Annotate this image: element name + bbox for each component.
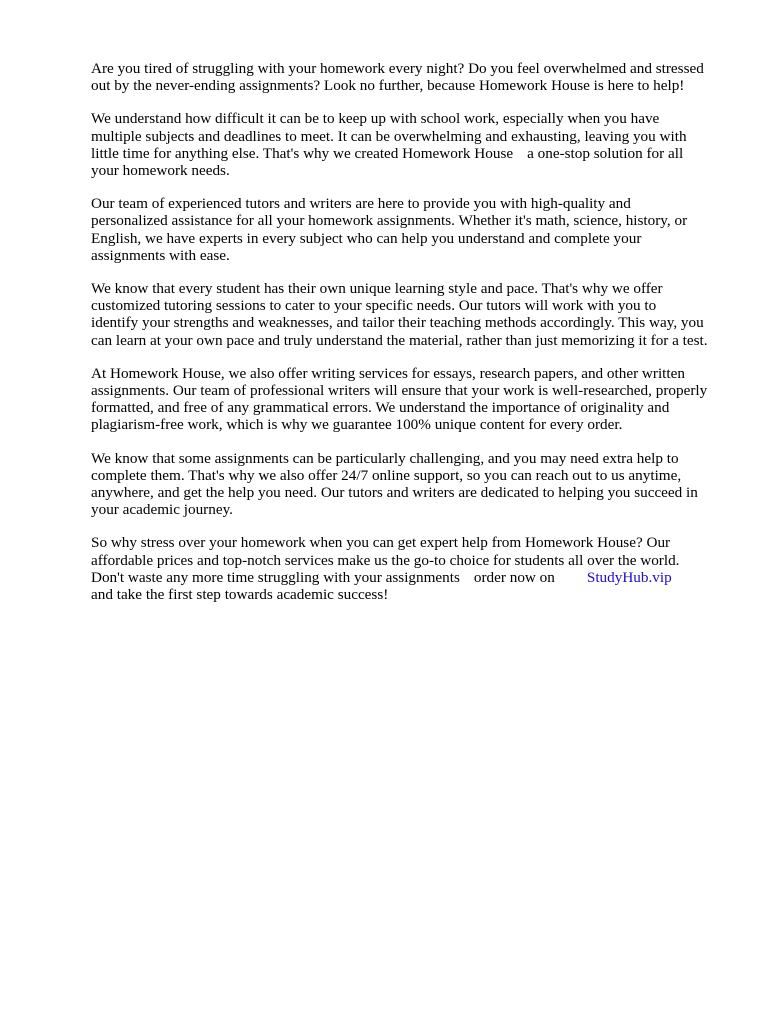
paragraph-closing [91, 534, 731, 603]
paragraph-intro: Are you tired of struggling with your homework every night? Do you feel overwhelmed and stressed out by the never-ending assignments? Look no further, because Homework House is here to help! [91, 60, 704, 95]
paragraph-team: Our team of experienced tutors and writers are here to provide you with high-quality and personalized assistance for all your homework assignments. Whether it's math, science, history, or English, we have experts in every subject who can help you understand and complete your assignments with ease. [91, 195, 688, 264]
document-page [91, 60, 731, 619]
paragraph-closing-tail: and take the first step towards academic success! [91, 586, 389, 604]
paragraph-about-text: We understand how difficult it can be to keep up with school work, especially when you have multiple subjects and deadlines to meet. It can be overwhelming and exhausting, leaving you with little time for anything else. That's why we created Homework House [91, 110, 687, 162]
paragraph-writing-services: At Homework House, we also offer writing services for essays, research papers, and other written assignments. Our team of professional writers will ensure that your work is well-researched, properly formatted, and free of any grammatical errors. We understand the importance of originality and plagiarism-free work, which is why we guarantee 100% unique content for every order. [91, 364, 708, 434]
paragraph-about [91, 110, 731, 179]
paragraph-support: We know that some assignments can be particularly challenging, and you may need extra help to complete them. That's why we also offer 24/7 online support, so you can reach out to us anytime, anywhere, and get the help you need. Our tutors and writers are dedicated to helping you succeed in your academic journey. [91, 449, 698, 519]
studyhub-link[interactable]: StudyHub.vip [586, 568, 672, 586]
paragraph-learning-style: We know that every student has their own unique learning style and pace. That's why we offer customized tutoring sessions to cater to your specific needs. Our tutors will work with you to identify your strengths and weaknesses, and tailor their teaching methods accordingly. This way, you can learn at your own pace and truly understand the material, rather than just memorizing it for a test. [91, 280, 708, 349]
paragraph-closing-text: So why stress over your homework when you can get expert help from Homework House? Our affordable prices and top-notch services make us the go-to choice for students all over the world. Don't waste any more time struggling with your assignments [91, 534, 680, 586]
paragraph-closing-mid: order now on [473, 568, 555, 586]
paragraph-about-tail: a one-stop solution for all your homework needs. [91, 144, 684, 180]
